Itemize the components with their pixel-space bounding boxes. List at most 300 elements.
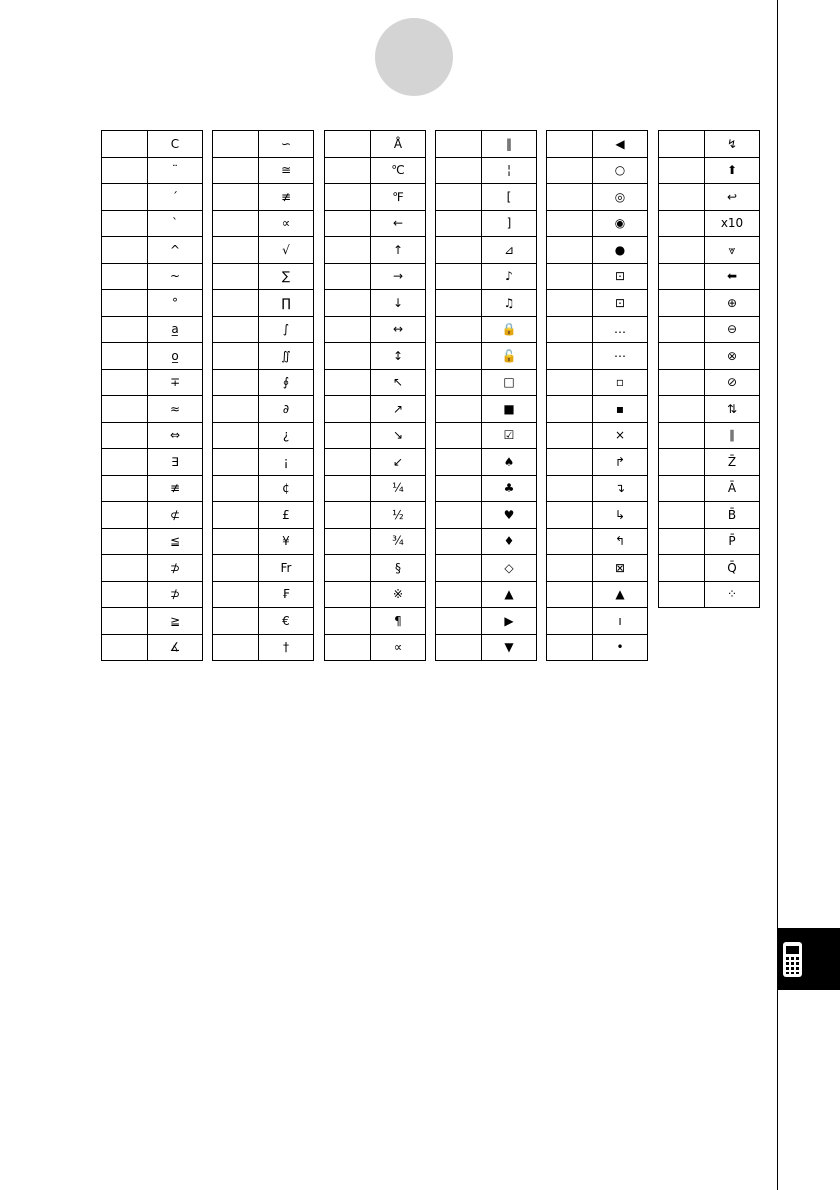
character-table-3 [324, 130, 426, 661]
table-row [325, 210, 426, 237]
table-row [102, 422, 203, 449]
table-row [213, 184, 314, 211]
symbol-cell: √ [259, 237, 314, 264]
symbol-cell: • [593, 634, 648, 661]
code-cell [325, 210, 371, 237]
table-row [325, 316, 426, 343]
table-row [325, 343, 426, 370]
code-cell [436, 528, 482, 555]
table-row [213, 555, 314, 582]
table-row [213, 449, 314, 476]
table-row [436, 237, 537, 264]
symbol-cell: ▶ [482, 608, 537, 635]
symbol-cell: B̄ [705, 502, 760, 529]
code-cell [436, 290, 482, 317]
table-row [213, 475, 314, 502]
code-cell [213, 449, 259, 476]
code-cell [659, 184, 705, 211]
table-row [547, 343, 648, 370]
symbol-cell: ∓ [148, 369, 203, 396]
symbol-cell: Ā [705, 475, 760, 502]
symbol-cell: [ [482, 184, 537, 211]
code-cell [659, 290, 705, 317]
symbol-cell: ∑ [259, 263, 314, 290]
symbol-cell: ◇ [482, 555, 537, 582]
table-row [547, 608, 648, 635]
code-cell [213, 316, 259, 343]
code-cell [547, 422, 593, 449]
table-row [102, 581, 203, 608]
table-row [213, 157, 314, 184]
symbol-cell: ∥ [705, 422, 760, 449]
code-cell [325, 581, 371, 608]
code-cell [547, 608, 593, 635]
table-row [213, 263, 314, 290]
symbol-cell: ⊠ [593, 555, 648, 582]
table-row [325, 157, 426, 184]
symbol-cell: ∏ [259, 290, 314, 317]
table-row [102, 449, 203, 476]
symbol-cell: ⊿ [482, 237, 537, 264]
code-cell [102, 157, 148, 184]
symbol-cell: ¨ [148, 157, 203, 184]
chapter-tab [777, 928, 840, 990]
code-cell [659, 555, 705, 582]
table-row [659, 449, 760, 476]
symbol-cell: ¿ [259, 422, 314, 449]
code-cell [325, 237, 371, 264]
code-cell [213, 502, 259, 529]
code-cell [436, 316, 482, 343]
table-row [436, 581, 537, 608]
code-cell [102, 634, 148, 661]
symbol-cell: Fr [259, 555, 314, 582]
code-cell [547, 131, 593, 158]
table-row [325, 555, 426, 582]
table-row [547, 237, 648, 264]
table-row [436, 396, 537, 423]
code-cell [325, 634, 371, 661]
code-cell [436, 422, 482, 449]
table-row [325, 528, 426, 555]
symbol-cell: ¶ [371, 608, 426, 635]
symbol-cell: Q̄ [705, 555, 760, 582]
code-cell [325, 449, 371, 476]
symbol-cell: ⇔ [148, 422, 203, 449]
symbol-cell: ¾ [371, 528, 426, 555]
symbol-cell: ▫ [593, 369, 648, 396]
table-row [102, 263, 203, 290]
symbol-cell: ※ [371, 581, 426, 608]
code-cell [325, 157, 371, 184]
symbol-cell: ~ [148, 263, 203, 290]
table-row [325, 131, 426, 158]
table-row [659, 184, 760, 211]
table-row [102, 316, 203, 343]
table-row [659, 290, 760, 317]
table-row [325, 449, 426, 476]
code-cell [436, 475, 482, 502]
code-cell [213, 184, 259, 211]
symbol-cell: C [148, 131, 203, 158]
table-row [102, 184, 203, 211]
symbol-cell: ¢ [259, 475, 314, 502]
code-cell [547, 343, 593, 370]
table-row [325, 263, 426, 290]
code-cell [325, 396, 371, 423]
code-cell [325, 608, 371, 635]
table-row [547, 555, 648, 582]
symbol-cell: ♣ [482, 475, 537, 502]
page-edge-rule [777, 0, 778, 1190]
code-cell [436, 237, 482, 264]
table-row [659, 210, 760, 237]
code-cell [436, 369, 482, 396]
symbol-cell: ↖ [371, 369, 426, 396]
symbol-cell: ↓ [371, 290, 426, 317]
code-cell [436, 131, 482, 158]
table-row [436, 316, 537, 343]
code-cell [102, 131, 148, 158]
header-circle [375, 18, 453, 96]
symbol-cell: ¼ [371, 475, 426, 502]
table-row [659, 555, 760, 582]
symbol-cell: o̲ [148, 343, 203, 370]
code-cell [547, 369, 593, 396]
code-cell [436, 343, 482, 370]
symbol-cell: ₣ [259, 581, 314, 608]
symbol-cell: ▲ [482, 581, 537, 608]
symbol-cell: ← [371, 210, 426, 237]
symbol-cell: ⊅ [148, 555, 203, 582]
code-cell [102, 210, 148, 237]
symbol-cell: ∝ [371, 634, 426, 661]
symbol-cell: ↳ [593, 502, 648, 529]
table-row [547, 263, 648, 290]
table-row [436, 157, 537, 184]
symbol-cell: ◎ [593, 184, 648, 211]
table-row [102, 502, 203, 529]
symbol-cell: ◉ [593, 210, 648, 237]
table-row [213, 422, 314, 449]
symbol-cell: ↴ [593, 475, 648, 502]
code-cell [213, 396, 259, 423]
table-row [659, 263, 760, 290]
code-cell [213, 369, 259, 396]
symbol-cell: x10 [705, 210, 760, 237]
code-cell [325, 422, 371, 449]
table-row [213, 608, 314, 635]
symbol-cell: ⇅ [705, 396, 760, 423]
table-row [436, 184, 537, 211]
code-cell [325, 502, 371, 529]
symbol-cell: □ [482, 369, 537, 396]
symbol-cell: ] [482, 210, 537, 237]
table-row [325, 502, 426, 529]
symbol-cell: ↯ [705, 131, 760, 158]
code-cell [102, 528, 148, 555]
symbol-cell: ˊ [148, 184, 203, 211]
code-cell [659, 475, 705, 502]
table-row [659, 369, 760, 396]
table-row [102, 608, 203, 635]
code-cell [325, 184, 371, 211]
code-cell [213, 528, 259, 555]
character-table-2 [212, 130, 314, 661]
code-cell [102, 581, 148, 608]
symbol-cell: → [371, 263, 426, 290]
table-row [436, 475, 537, 502]
table-row [547, 369, 648, 396]
symbol-cell: ≧ [148, 608, 203, 635]
symbol-cell: ☑ [482, 422, 537, 449]
code-cell [659, 263, 705, 290]
code-cell [102, 316, 148, 343]
table-row [102, 555, 203, 582]
table-row [436, 369, 537, 396]
code-cell [213, 290, 259, 317]
symbol-cell: ■ [482, 396, 537, 423]
code-cell [102, 237, 148, 264]
table-row [659, 396, 760, 423]
code-cell [213, 237, 259, 264]
table-row [325, 184, 426, 211]
code-cell [102, 343, 148, 370]
code-cell [659, 528, 705, 555]
table-row [325, 475, 426, 502]
code-cell [102, 184, 148, 211]
code-cell [213, 210, 259, 237]
code-cell [213, 131, 259, 158]
code-cell [102, 449, 148, 476]
symbol-cell: ℃ [371, 157, 426, 184]
code-cell [102, 502, 148, 529]
code-cell [213, 555, 259, 582]
table-row [659, 237, 760, 264]
symbol-cell: ⊡ [593, 263, 648, 290]
table-row [547, 184, 648, 211]
symbol-cell: ⊘ [705, 369, 760, 396]
code-cell [325, 528, 371, 555]
character-table-5 [546, 130, 648, 661]
code-cell [325, 475, 371, 502]
table-row [547, 581, 648, 608]
table-row [436, 608, 537, 635]
code-cell [102, 608, 148, 635]
symbol-cell: ⩔ [705, 237, 760, 264]
code-cell [213, 422, 259, 449]
table-row [659, 131, 760, 158]
table-row [325, 237, 426, 264]
code-cell [436, 184, 482, 211]
code-cell [325, 316, 371, 343]
code-cell [659, 396, 705, 423]
symbol-cell: 🔓 [482, 343, 537, 370]
table-row [436, 343, 537, 370]
symbol-cell: ↱ [593, 449, 648, 476]
code-cell [436, 581, 482, 608]
table-row [436, 210, 537, 237]
code-cell [547, 210, 593, 237]
table-row [325, 396, 426, 423]
symbol-cell: ⬆ [705, 157, 760, 184]
symbol-cell: ∃ [148, 449, 203, 476]
symbol-cell: ↑ [371, 237, 426, 264]
table-row [547, 290, 648, 317]
code-cell [436, 157, 482, 184]
symbol-cell: ○ [593, 157, 648, 184]
code-cell [547, 237, 593, 264]
symbol-cell: ∡ [148, 634, 203, 661]
code-cell [547, 581, 593, 608]
code-cell [325, 369, 371, 396]
symbol-cell: ↔ [371, 316, 426, 343]
table-row [436, 555, 537, 582]
code-cell [659, 369, 705, 396]
code-cell [213, 157, 259, 184]
code-cell [325, 263, 371, 290]
symbol-cell: 🔒 [482, 316, 537, 343]
code-cell [436, 396, 482, 423]
symbol-cell: ¡ [259, 449, 314, 476]
code-cell [547, 634, 593, 661]
table-row [213, 343, 314, 370]
code-cell [102, 475, 148, 502]
table-row [213, 528, 314, 555]
symbol-cell: ▼ [482, 634, 537, 661]
symbol-cell: ⊗ [705, 343, 760, 370]
table-row [436, 528, 537, 555]
symbol-cell: £ [259, 502, 314, 529]
symbol-cell: ⊖ [705, 316, 760, 343]
table-row [547, 475, 648, 502]
symbol-cell: ∬ [259, 343, 314, 370]
table-row [325, 422, 426, 449]
code-cell [436, 210, 482, 237]
symbol-cell: § [371, 555, 426, 582]
symbol-cell: ¦ [482, 157, 537, 184]
code-cell [547, 555, 593, 582]
symbol-cell: ↕ [371, 343, 426, 370]
code-cell [659, 449, 705, 476]
symbol-cell: ⊄ [148, 502, 203, 529]
table-row [102, 343, 203, 370]
symbol-cell: ↘ [371, 422, 426, 449]
code-cell [547, 184, 593, 211]
calculator-icon [777, 928, 840, 990]
code-cell [659, 157, 705, 184]
code-cell [213, 263, 259, 290]
table-row [102, 237, 203, 264]
code-cell [659, 581, 705, 608]
table-row [213, 502, 314, 529]
symbol-cell: ∫ [259, 316, 314, 343]
symbol-cell: ∽ [259, 131, 314, 158]
symbol-cell: ¥ [259, 528, 314, 555]
code-cell [436, 449, 482, 476]
code-cell [325, 343, 371, 370]
table-row [547, 316, 648, 343]
code-cell [547, 290, 593, 317]
table-row [213, 369, 314, 396]
table-row [325, 634, 426, 661]
symbol-cell: € [259, 608, 314, 635]
character-table-1 [101, 130, 203, 661]
symbol-cell: ∂ [259, 396, 314, 423]
symbol-cell: † [259, 634, 314, 661]
table-row [659, 475, 760, 502]
table-row [659, 528, 760, 555]
code-cell [547, 449, 593, 476]
character-table-6 [658, 130, 760, 608]
table-row [436, 131, 537, 158]
table-row [547, 210, 648, 237]
table-row [213, 316, 314, 343]
code-cell [659, 237, 705, 264]
code-cell [325, 131, 371, 158]
code-cell [102, 263, 148, 290]
table-row [213, 634, 314, 661]
table-row [102, 475, 203, 502]
symbol-cell: ^ [148, 237, 203, 264]
code-cell [436, 555, 482, 582]
table-row [102, 131, 203, 158]
table-row [547, 422, 648, 449]
symbol-cell: ♪ [482, 263, 537, 290]
symbol-cell: ˋ [148, 210, 203, 237]
symbol-cell: ↙ [371, 449, 426, 476]
symbol-cell: Å [371, 131, 426, 158]
table-row [213, 396, 314, 423]
code-cell [547, 396, 593, 423]
table-row [102, 369, 203, 396]
table-row [325, 290, 426, 317]
table-row [102, 396, 203, 423]
symbol-cell: ♥ [482, 502, 537, 529]
code-cell [102, 422, 148, 449]
code-cell [436, 608, 482, 635]
table-row [547, 528, 648, 555]
code-cell [547, 528, 593, 555]
symbol-cell: ↗ [371, 396, 426, 423]
code-cell [436, 634, 482, 661]
code-cell [659, 343, 705, 370]
symbol-cell: ⊕ [705, 290, 760, 317]
table-row [102, 528, 203, 555]
symbol-cell: ı [593, 608, 648, 635]
symbol-cell: ≢ [148, 475, 203, 502]
symbol-cell: ↩ [705, 184, 760, 211]
code-cell [659, 316, 705, 343]
table-row [547, 502, 648, 529]
code-cell [659, 131, 705, 158]
symbol-cell: ▲ [593, 581, 648, 608]
table-row [436, 634, 537, 661]
table-row [659, 316, 760, 343]
code-cell [102, 555, 148, 582]
table-row [547, 396, 648, 423]
symbol-cell: ° [148, 290, 203, 317]
table-row [102, 290, 203, 317]
table-row [325, 369, 426, 396]
symbol-cell: ≅ [259, 157, 314, 184]
code-cell [213, 343, 259, 370]
symbol-cell: ♦ [482, 528, 537, 555]
code-cell [102, 369, 148, 396]
code-cell [213, 581, 259, 608]
symbol-cell: ≈ [148, 396, 203, 423]
table-row [436, 290, 537, 317]
